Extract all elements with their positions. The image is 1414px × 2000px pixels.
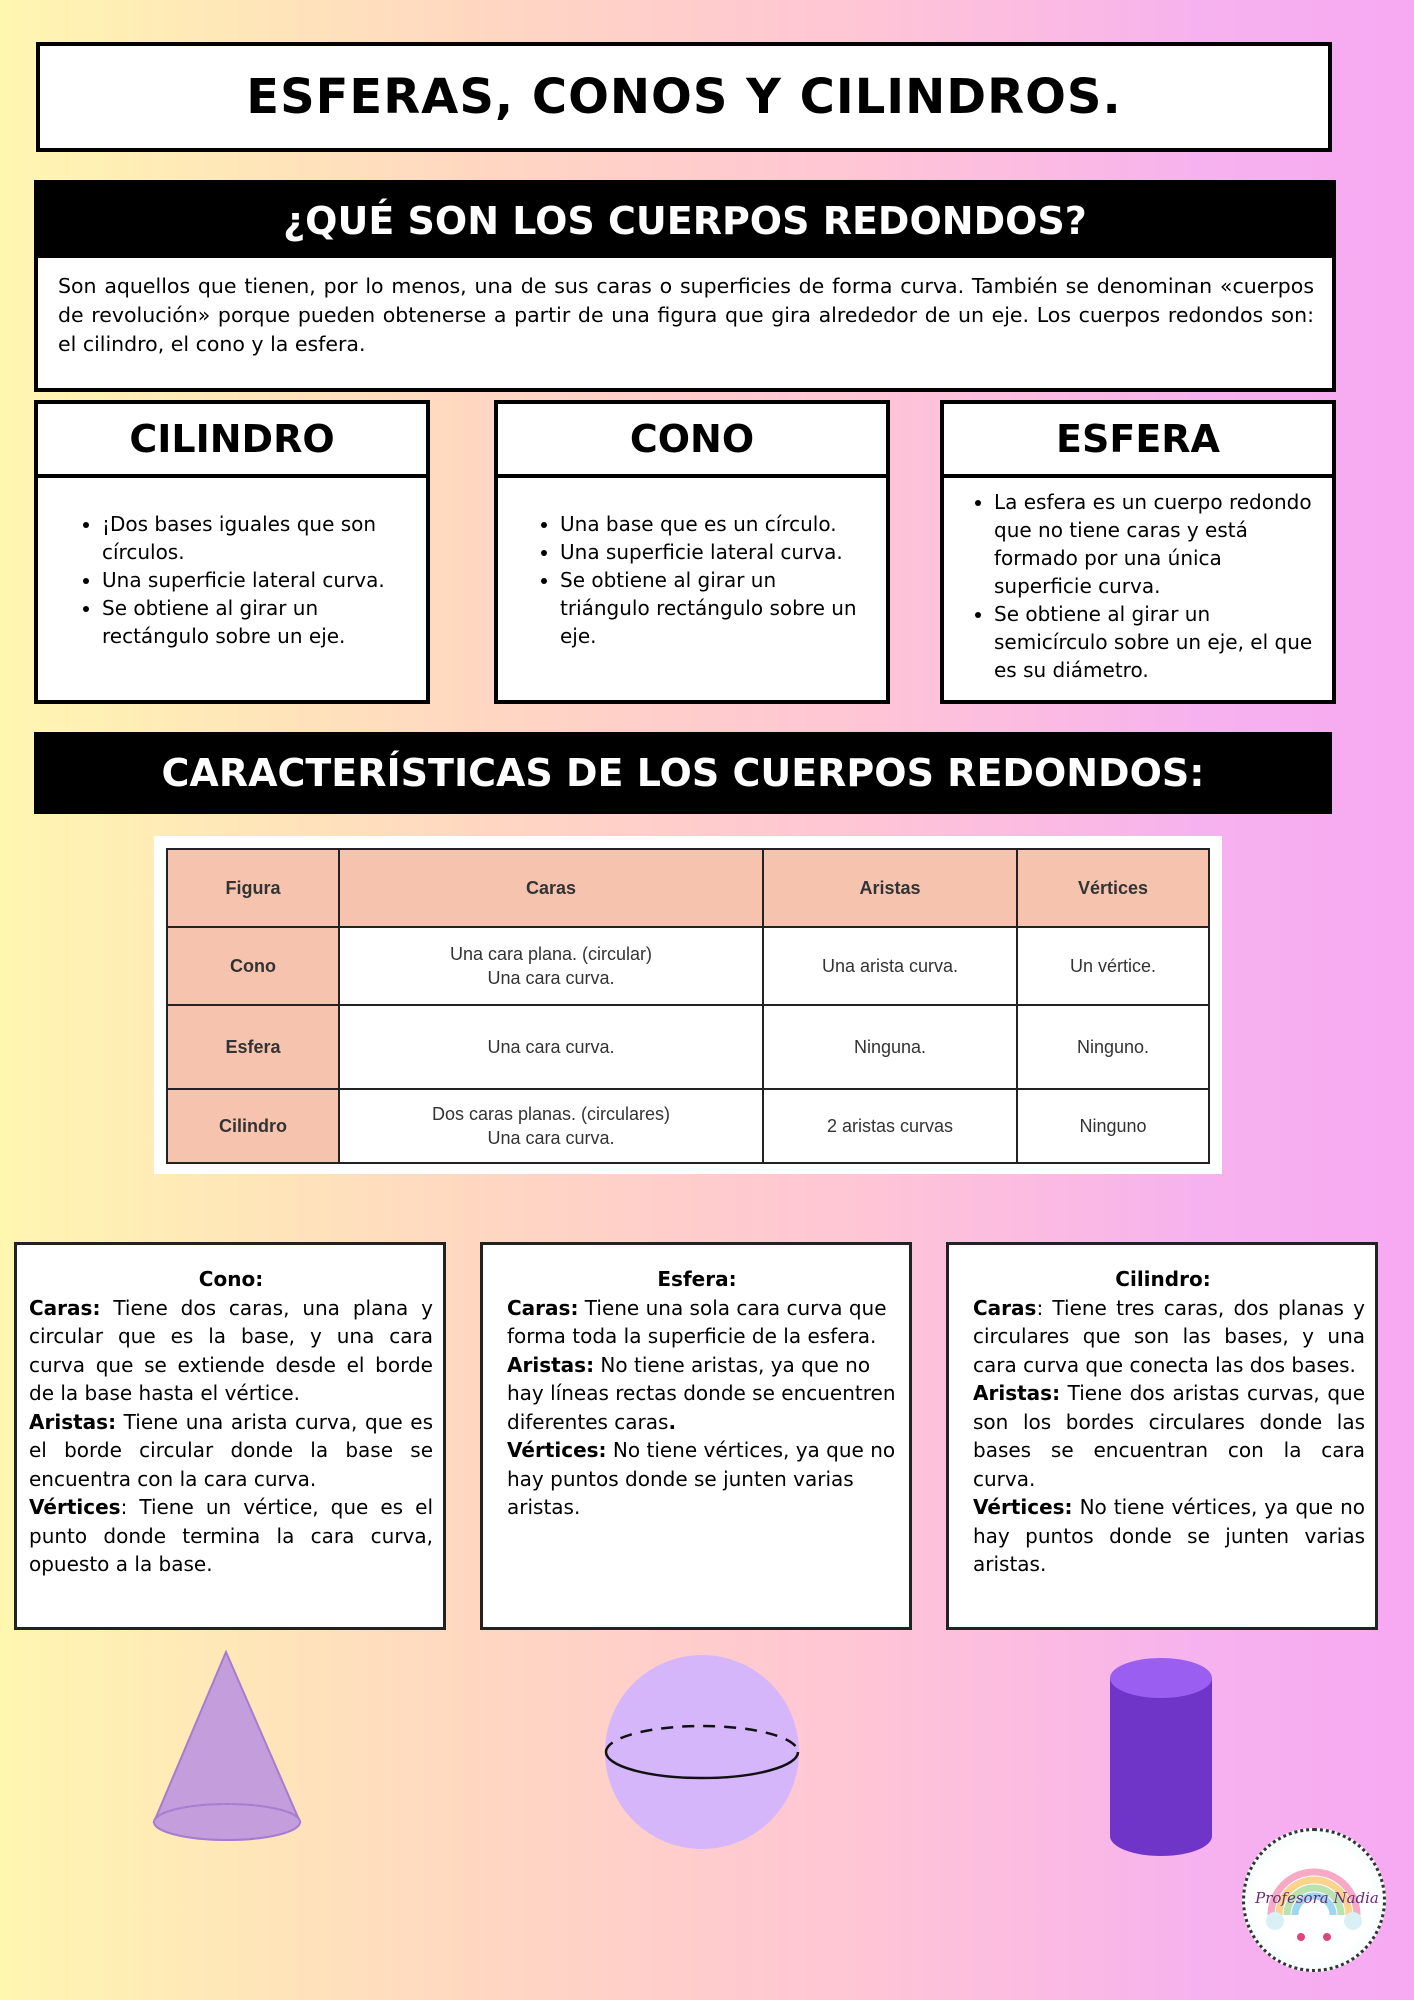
desc-esfera [480,1242,912,1630]
table-row [167,1005,1209,1089]
table-cell-caras: Una cara curva. [339,1005,763,1089]
label: Vértices: [973,1495,1073,1519]
text: No tiene vértices, ya que no hay puntos donde se junten varias aristas. [507,1438,896,1519]
table-cell-figura: Esfera [167,1005,339,1089]
table-header: Figura [167,849,339,927]
list-item: • Una superficie lateral curva. [560,538,866,566]
cylinder-illustration [1106,1654,1216,1859]
table-cell-figura: Cono [167,927,339,1005]
desc-vertices [973,1493,1365,1579]
text: Tiene dos caras, una plana y circular que es la base, y una cara curva que se extiende desde el borde de la base hasta el vértice. [29,1295,433,1405]
caras-line: Una cara plana. (circular) [449,944,653,964]
table-cell-aristas: Ninguna. [763,1005,1017,1089]
characteristics-heading: CARACTERÍSTICAS DE LOS CUERPOS REDONDOS: [34,732,1332,814]
label: . [668,1409,677,1434]
caras-line: Una cara curva. [487,968,615,988]
desc-aristas [507,1351,899,1437]
list-item: • Una base que es un círculo. [560,510,866,538]
desc-aristas [29,1408,433,1494]
text: Tiene una arista curva, que es el borde circular donde la base se encuentra con la cara curva. [29,1409,433,1491]
title-box [36,42,1332,152]
list-item: • Se obtiene al girar un rectángulo sobre un eje. [102,594,406,650]
desc-title: Cono: [198,1267,264,1291]
cylinder-top [1110,1658,1212,1698]
card-list [498,478,886,650]
caras-line: Dos caras planas. (circulares) [431,1104,671,1124]
list-item: • Se obtiene al girar un triángulo rectángulo sobre un eje. [560,566,866,650]
label: Aristas: [973,1381,1061,1405]
cylinder-bottom [1110,1816,1212,1856]
label: Aristas: [29,1409,117,1434]
text: : Tiene un vértice, que es el punto donde termina la cara curva, opuesto a la base. [29,1495,433,1576]
table-cell-caras [339,1089,763,1163]
table-container [154,836,1222,1174]
table-cell-figura: Cilindro [167,1089,339,1163]
table-cell-caras [339,927,763,1005]
table-header: Caras [339,849,763,927]
cylinder-body [1110,1678,1212,1836]
list-item: • Una superficie lateral curva. [102,566,406,594]
list-item: • ¡Dos bases iguales que son círculos. [102,510,406,566]
card-cono [494,400,890,704]
text: Tiene dos aristas curvas, que son los bordes circulares donde las bases se encuentran con la cara curva. [973,1381,1365,1491]
text: Tiene una sola cara curva que forma toda la superficie de la esfera. [507,1295,887,1348]
logo-badge [1242,1828,1386,1972]
card-list [38,478,426,650]
desc-aristas [973,1379,1365,1493]
sphere-body [605,1655,799,1849]
table-cell-vertices: Ninguno. [1017,1005,1209,1089]
table-cell-vertices: Ninguno [1017,1089,1209,1163]
desc-vertices [29,1493,433,1579]
text: : Tiene tres caras, dos planas y circulares que son las bases, y una cara curva que conecta las dos bases. [973,1295,1365,1377]
desc-caras [29,1294,433,1408]
table-header: Aristas [763,849,1017,927]
cone-body [154,1652,300,1822]
label: Caras: [507,1295,579,1320]
desc-caras [973,1294,1365,1380]
label: Caras: [29,1295,101,1320]
logo-text: Profesora Nadia [1255,1889,1379,1907]
list-item: • Se obtiene al girar un semicírculo sobre un eje, el que es su diámetro. [994,600,1314,684]
card-cilindro [34,400,430,704]
intro-heading: ¿QUÉ SON LOS CUERPOS REDONDOS? [38,184,1332,258]
sphere-illustration [600,1654,806,1854]
desc-title: Esfera: [657,1267,737,1291]
label: Vértices [29,1495,121,1519]
card-title: ESFERA [944,404,1332,478]
card-list [944,478,1332,684]
label: Aristas: [507,1352,595,1377]
table-header: Vértices [1017,849,1209,927]
page-title: ESFERAS, CONOS Y CILINDROS. [246,69,1122,125]
desc-caras [507,1294,899,1351]
desc-cilindro [946,1242,1378,1630]
card-title: CILINDRO [38,404,426,478]
table-cell-aristas: Una arista curva. [763,927,1017,1005]
table-cell-aristas: 2 aristas curvas [763,1089,1017,1163]
desc-cono [14,1242,446,1630]
label: Vértices: [507,1438,607,1462]
list-item: • La esfera es un cuerpo redondo que no tiene caras y está formado por una única superficie curva. [994,488,1314,600]
card-title: CONO [498,404,886,478]
intro-text: Son aquellos que tienen, por lo menos, una de sus caras o superficies de forma curva. También se denominan «cuerpos de revolución» porque pueden obtenerse a partir de una figura que gira alrededor de un eje. Los cuerpos redondos son: el cilindro, el cono y la esfera. [58,274,1314,356]
table-row [167,1089,1209,1163]
cone-illustration [140,1640,320,1850]
text: No tiene vértices, ya que no hay puntos donde se junten varias aristas. [973,1495,1365,1576]
card-esfera [940,400,1336,704]
table-row [167,927,1209,1005]
desc-title: Cilindro: [1115,1267,1211,1291]
intro-section [34,180,1336,392]
caras-line: Una cara curva. [487,1128,615,1148]
text: No tiene aristas, ya que no hay líneas rectas donde se encuentren diferentes caras [507,1352,896,1434]
table-cell-vertices: Un vértice. [1017,927,1209,1005]
desc-vertices [507,1436,899,1522]
label: Caras [973,1295,1037,1320]
properties-table [166,848,1210,1164]
